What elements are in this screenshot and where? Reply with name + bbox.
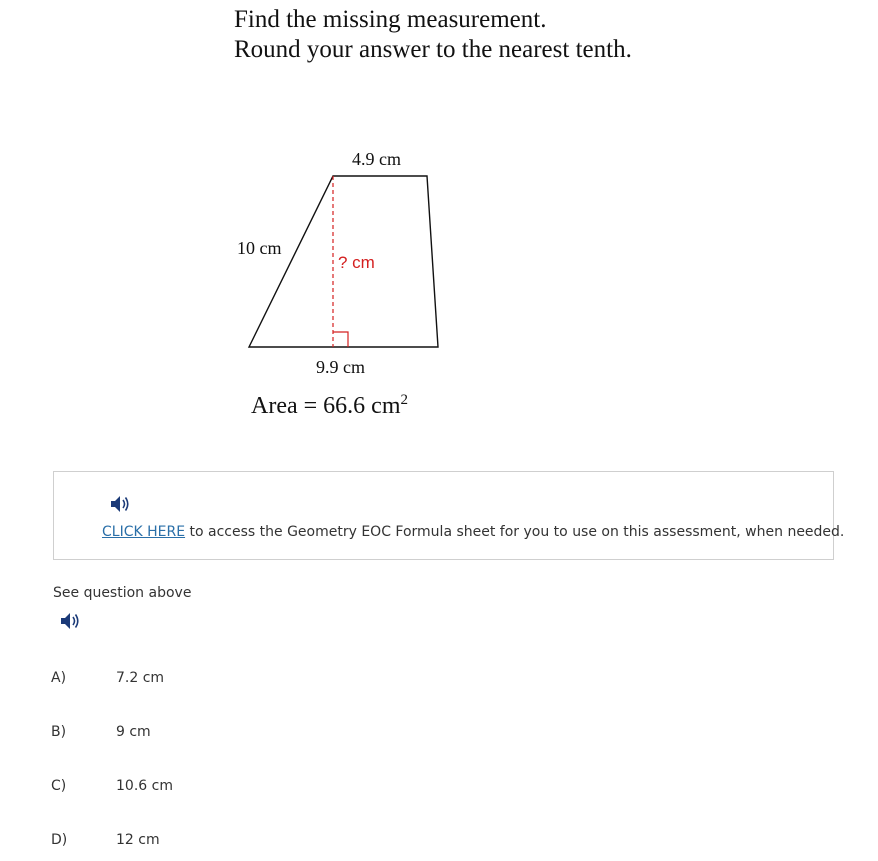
choice-letter: A) [51,670,67,686]
choice-c[interactable] [48,774,448,802]
choice-text: 12 cm [116,832,160,848]
choice-text: 9 cm [116,724,151,740]
area-label [251,392,408,420]
choice-letter: D) [51,832,68,848]
choice-letter: C) [51,778,67,794]
formula-sheet-text [102,524,844,540]
choice-text: 7.2 cm [116,670,165,686]
area-exponent: 2 [400,392,408,408]
speaker-icon[interactable] [110,494,132,518]
see-question-label: See question above [53,585,192,601]
click-here-link[interactable]: CLICK HERE [102,524,186,540]
choice-d[interactable] [48,828,448,856]
choice-letter: B) [51,724,67,740]
question-text-line-1: Find the missing measurement. [234,6,547,33]
height-label: ? cm [338,253,375,272]
formula-sheet-description: to access the Geometry EOC Formula sheet for you to use on this assessment, when needed. [185,524,845,540]
area-text: Area = 66.6 cm [251,393,401,419]
trapezoid-diagram [228,140,448,390]
bottom-base-label: 9.9 cm [316,357,365,377]
speaker-icon[interactable] [60,611,82,635]
choice-text: 10.6 cm [116,778,173,794]
choice-a[interactable] [48,666,448,694]
top-base-label: 4.9 cm [352,149,401,169]
left-side-label: 10 cm [237,238,282,258]
right-angle-marker [333,332,348,347]
choice-b[interactable] [48,720,448,748]
question-text-line-2: Round your answer to the nearest tenth. [234,36,632,63]
formula-sheet-box [53,471,845,560]
